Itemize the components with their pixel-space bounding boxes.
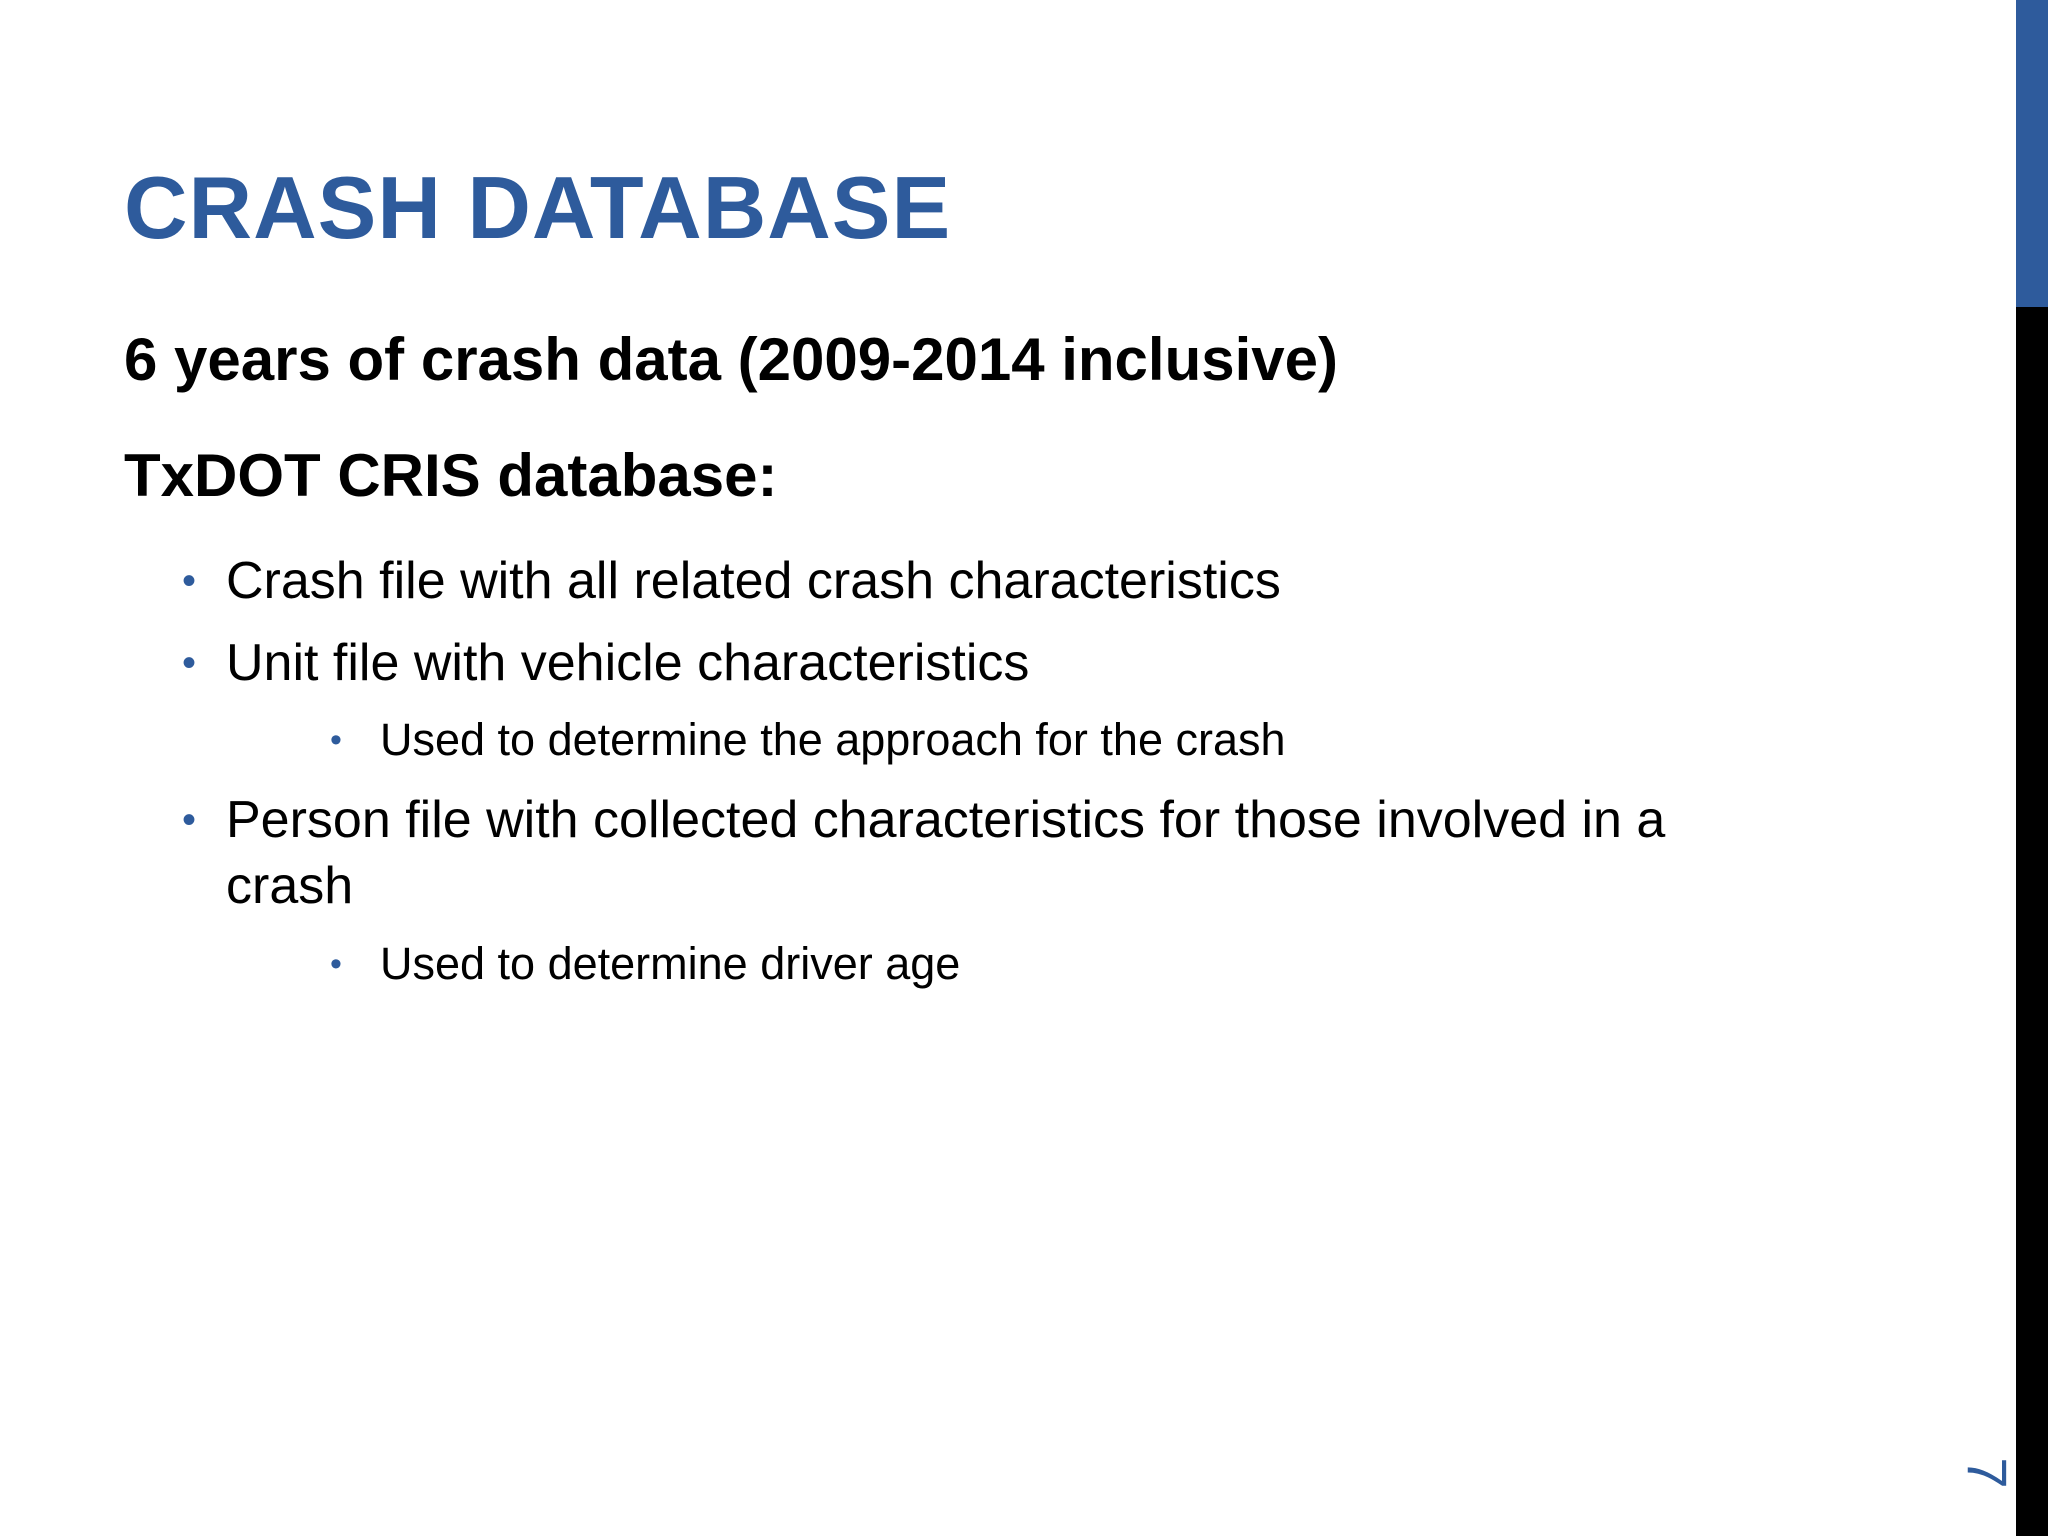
bullet-person-file	[182, 787, 1786, 919]
heading-cris-database: TxDOT CRIS database:	[124, 442, 778, 509]
bullet-text: Used to determine the approach for the crash	[380, 714, 1286, 765]
bullet-dot-icon: •	[330, 945, 342, 983]
bullet-dot-icon: •	[182, 559, 197, 603]
bullet-dot-icon: •	[330, 721, 342, 759]
side-bar	[2016, 0, 2048, 1536]
page-number: 7	[1956, 1457, 2019, 1489]
bullet-text: Person file with collected characteristics for those involved in a crash	[226, 791, 1666, 915]
bullet-dot-icon: •	[182, 641, 197, 685]
heading-crash-years: 6 years of crash data (2009-2014 inclusive)	[124, 326, 1339, 393]
bullet-text: Unit file with vehicle characteristics	[226, 634, 1030, 692]
bullet-text: Used to determine driver age	[380, 938, 961, 989]
slide-title: CRASH DATABASE	[124, 158, 952, 257]
bullet-dot-icon: •	[182, 798, 197, 842]
bullet-unit-file	[182, 630, 1786, 696]
bullet-text: Crash file with all related crash characteristics	[226, 552, 1281, 610]
sub-bullet-driver-age	[330, 936, 1780, 992]
sub-bullet-approach	[330, 712, 1780, 768]
side-bar-accent	[2016, 0, 2048, 307]
bullet-crash-file	[182, 548, 1786, 614]
